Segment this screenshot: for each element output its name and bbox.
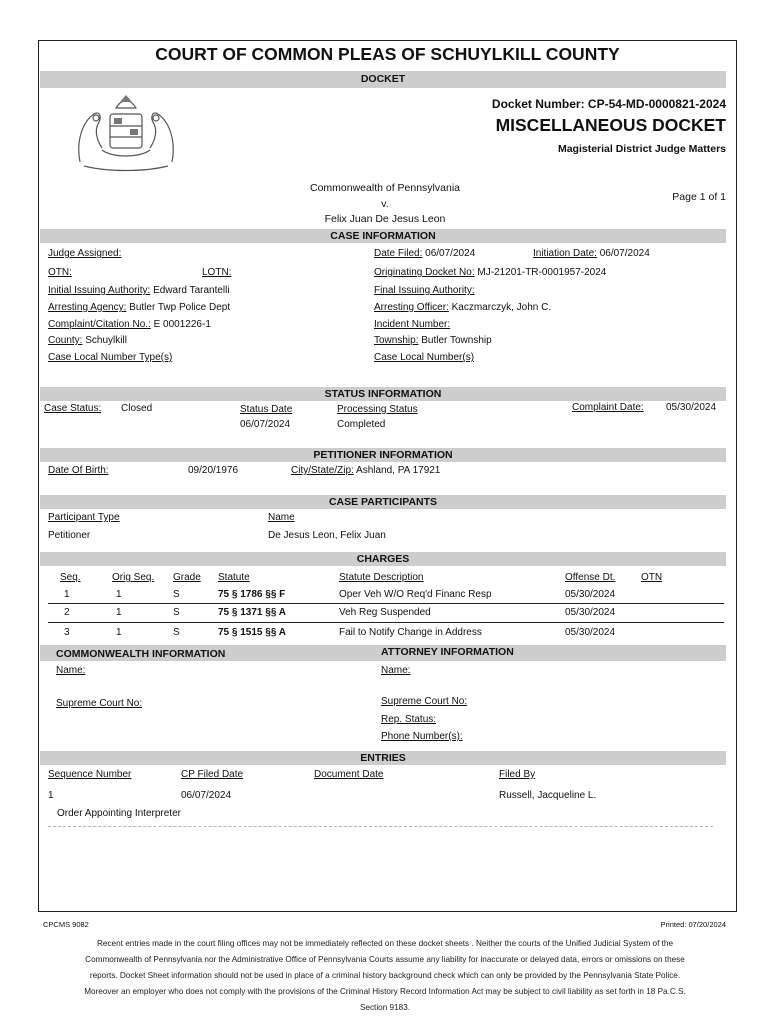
entry-sequence: 1	[48, 790, 54, 801]
charges-col-orig-seq: Orig Seq.	[112, 572, 155, 583]
entries-header: ENTRIES	[40, 751, 726, 765]
date-filed: Date Filed: 06/07/2024	[374, 248, 476, 259]
otn-label: OTN:	[48, 267, 72, 278]
commonwealth-supreme-court-label: Supreme Court No:	[56, 698, 143, 709]
originating-docket: Originating Docket No: MJ-21201-TR-0001957-2024	[374, 267, 607, 278]
charge-grade: S	[173, 627, 180, 638]
charge-offense-date: 05/30/2024	[565, 607, 616, 618]
case-status-label: Case Status:	[44, 403, 102, 414]
petitioner-header: PETITIONER INFORMATION	[40, 448, 726, 462]
entry-cp-filed-date: 06/07/2024	[181, 790, 232, 801]
printed-date: Printed: 07/20/2024	[660, 920, 726, 929]
charge-description: Oper Veh W/O Req'd Financ Resp	[339, 589, 492, 600]
attorney-header: ATTORNEY INFORMATION	[381, 646, 514, 658]
participant-type: Petitioner	[48, 530, 91, 541]
county: County: Schuylkill	[48, 335, 127, 346]
complaint-citation: Complaint/Citation No.: E 0001226-1	[48, 319, 211, 330]
charge-description: Veh Reg Suspended	[339, 607, 431, 618]
participants-header: CASE PARTICIPANTS	[40, 495, 726, 509]
processing-status-label: Processing Status	[337, 404, 418, 415]
form-id: CPCMS 9082	[43, 920, 89, 929]
entries-col-filed-by: Filed By	[499, 769, 536, 780]
charge-statute: 75 § 1515 §§ A	[218, 627, 287, 638]
docket-bar: DOCKET	[40, 71, 726, 88]
charges-col-statute: Statute	[218, 572, 250, 583]
initial-issuing-authority: Initial Issuing Authority: Edward Tarantelli	[48, 285, 230, 296]
charge-offense-date: 05/30/2024	[565, 627, 616, 638]
disclaimer: Recent entries made in the court filing offices may not be immediately reflected on these docket sheets . Neither the courts of the Unified Judicial System of the Commonwealth of Pennsylvania nor the Administrative Office of Pennsylvania Courts assume any liability for inaccurate or delayed data, errors or omissions on these reports. Docket Sheet information should not be used in place of a criminal history background check which can only be provided by the Pennsylvania State Police. Moreover an employer who does not comply with the provisions of the Criminal History Record Information Act may be subject to civil liability as set forth in 18 Pa.C.S. Section 9183.	[84, 939, 686, 1012]
dob-label: Date Of Birth:	[48, 465, 109, 476]
charges-header: CHARGES	[40, 552, 726, 566]
judge-label: Judge Assigned:	[48, 248, 122, 259]
attorney-name-label: Name:	[381, 665, 411, 676]
entries-divider	[48, 826, 713, 827]
incident-number: Incident Number:	[374, 319, 451, 330]
charge-orig-seq: 1	[116, 627, 122, 638]
charge-seq: 2	[64, 607, 70, 618]
charges-col-description: Statute Description	[339, 572, 424, 583]
lotn-label: LOTN:	[202, 267, 232, 278]
charge-orig-seq: 1	[116, 607, 122, 618]
commonwealth-header: COMMONWEALTH INFORMATION	[56, 648, 226, 660]
case-local-number-type: Case Local Number Type(s)	[48, 352, 173, 363]
charge-statute: 75 § 1786 §§ F	[218, 589, 286, 600]
charges-col-seq: Seq.	[60, 572, 81, 583]
entry-description: Order Appointing Interpreter	[57, 808, 181, 819]
entry-filed-by: Russell, Jacqueline L.	[499, 790, 597, 801]
row-divider	[48, 603, 724, 604]
city-state-zip: City/State/Zip: Ashland, PA 17921	[291, 465, 441, 476]
page-of: Page 1 of 1	[672, 191, 726, 203]
status-date-label: Status Date	[240, 404, 293, 415]
complaint-date-value: 05/30/2024	[666, 402, 717, 413]
charges-col-offense-date: Offense Dt.	[565, 572, 616, 583]
case-local-number: Case Local Number(s)	[374, 352, 475, 363]
participant-name-label: Name	[268, 512, 295, 523]
attorney-supreme-court-label: Supreme Court No:	[381, 696, 468, 707]
entries-col-cp-filed-date: CP Filed Date	[181, 769, 244, 780]
initiation-date: Initiation Date: 06/07/2024	[533, 248, 650, 259]
arresting-officer: Arresting Officer: Kaczmarczyk, John C.	[374, 302, 552, 313]
charge-orig-seq: 1	[116, 589, 122, 600]
dob-value: 09/20/1976	[188, 465, 239, 476]
case-info-header: CASE INFORMATION	[40, 229, 726, 243]
charges-col-otn: OTN	[641, 572, 663, 583]
participant-type-label: Participant Type	[48, 512, 120, 523]
charge-statute: 75 § 1371 §§ A	[218, 607, 287, 618]
participant-name: De Jesus Leon, Felix Juan	[268, 530, 386, 541]
final-issuing-authority: Final Issuing Authority:	[374, 285, 475, 296]
status-info-header: STATUS INFORMATION	[40, 387, 726, 401]
township: Township: Butler Township	[374, 335, 492, 346]
caption-line-2: v.	[381, 198, 389, 210]
charge-description: Fail to Notify Change in Address	[339, 627, 482, 638]
attorney-rep-status-label: Rep. Status:	[381, 714, 437, 725]
docket-type: MISCELLANEOUS DOCKET	[495, 115, 726, 135]
charge-seq: 1	[64, 589, 70, 600]
docket-number: Docket Number: CP-54-MD-0000821-2024	[491, 97, 726, 111]
docket-subtitle: Magisterial District Judge Matters	[557, 143, 726, 155]
processing-status-value: Completed	[337, 419, 386, 430]
pennsylvania-seal-icon	[72, 92, 180, 174]
arresting-agency: Arresting Agency: Butler Twp Police Dept	[48, 302, 231, 313]
commonwealth-name-label: Name:	[56, 665, 86, 676]
charge-offense-date: 05/30/2024	[565, 589, 616, 600]
caption-line-3: Felix Juan De Jesus Leon	[324, 213, 446, 225]
row-divider	[48, 622, 724, 623]
charge-seq: 3	[64, 627, 70, 638]
charge-grade: S	[173, 589, 180, 600]
charge-grade: S	[173, 607, 180, 618]
charges-col-grade: Grade	[173, 572, 201, 583]
complaint-date-label: Complaint Date:	[572, 402, 644, 413]
case-status-value: Closed	[121, 403, 153, 414]
entries-col-document-date: Document Date	[314, 769, 384, 780]
court-title: COURT OF COMMON PLEAS OF SCHUYLKILL COUNTY	[155, 44, 620, 64]
caption-line-1: Commonwealth of Pennsylvania	[310, 182, 460, 194]
status-date-value: 06/07/2024	[240, 419, 291, 430]
attorney-phone-label: Phone Number(s):	[381, 731, 463, 742]
entries-col-sequence: Sequence Number	[48, 769, 132, 780]
